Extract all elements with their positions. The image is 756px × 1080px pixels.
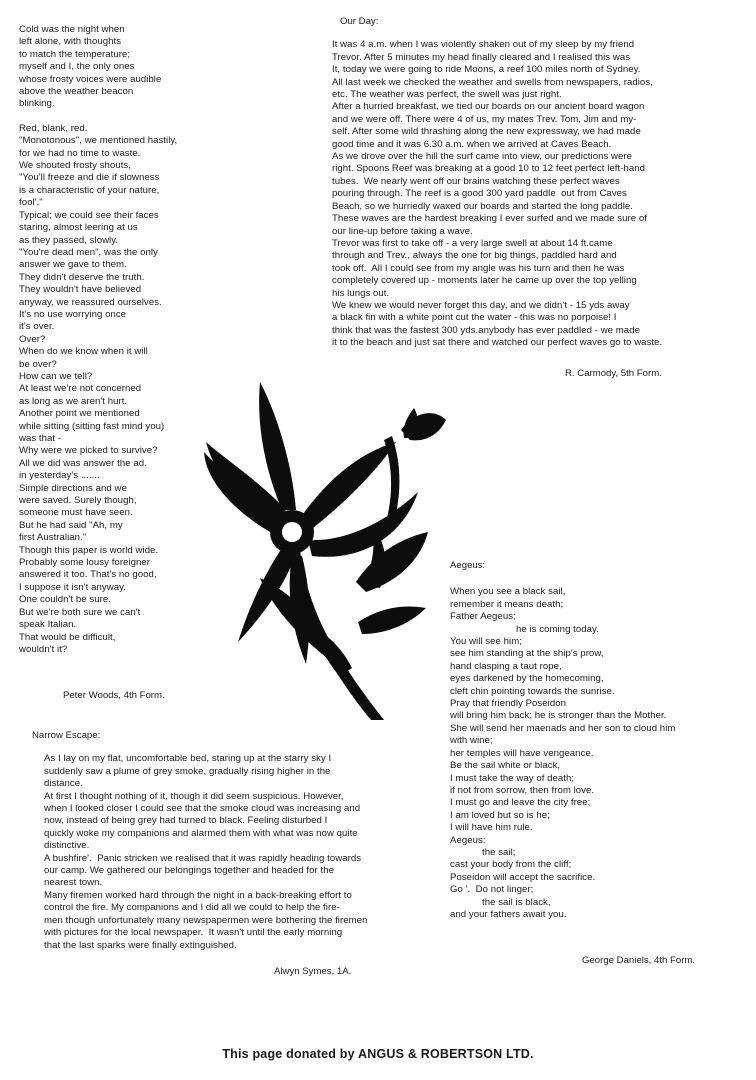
poem-line: "Monotonous", we mentioned hastily,	[19, 135, 178, 147]
our-day-author: R. Carmody, 5th Form.	[565, 368, 662, 379]
poem-line: "You'll freeze and die if slowness	[19, 172, 160, 184]
narrow-escape-line: with pictures for the local newspaper. It wasn't until the early morning	[44, 927, 343, 939]
poem-line: All we did was answer the ad.	[19, 457, 147, 469]
aegeus-line: Pray that friendly Poseidon	[450, 698, 567, 710]
poem-line: Though this paper is world wide.	[19, 544, 159, 556]
narrow-escape-line: nearest town.	[44, 877, 103, 889]
poem-line: wouldn't it?	[19, 643, 68, 655]
our-day-line: think that was the fastest 300 yds.anybody has ever paddled - we made	[332, 324, 640, 336]
aegeus-line: I will have him rule.	[450, 822, 533, 834]
poem-line: someone must have seen.	[19, 507, 133, 519]
narrow-escape-line: now, instead of being grey had turned to black. Feeling disturbed I	[44, 815, 328, 827]
aegeus-line: Go '. Do not linger;	[450, 884, 534, 896]
our-day-line: etc. The weather was perfect, the swell was just right.	[332, 89, 562, 101]
poem-line: Typical; we could see their faces	[19, 209, 159, 221]
aegeus-line: hand clasping a taut rope,	[450, 660, 562, 672]
narrow-escape-body	[32, 753, 422, 952]
narrow-escape-line: At first I thought nothing of it, though it did seem suspicious. However,	[44, 790, 344, 802]
poem-line: were saved. Surely though,	[19, 495, 137, 507]
aegeus-line: She will send her maenads and her son to cloud him	[450, 722, 676, 734]
poem-line: We shouted frosty shouts,	[19, 160, 131, 172]
narrow-escape-line: quickly woke my companions and alarmed them with what was now quite	[44, 827, 358, 839]
poem-line: was that -	[19, 433, 62, 444]
aegeus-line: her temples will have vengeance.	[450, 747, 594, 759]
poem-line: That would be difficult,	[19, 631, 116, 643]
aegeus-line: eyes darkened by the homecoming,	[450, 673, 604, 685]
our-day-title: Our Day:	[340, 16, 379, 27]
our-day-line: After a hurried breakfast, we tied our boards on our ancient board wagon	[332, 101, 645, 113]
poem-line: How can we tell?	[19, 370, 93, 382]
poem-line: "You're dead men", was the only	[19, 246, 158, 258]
aegeus-line: the sail is black,	[482, 896, 551, 908]
poem-line: blinking.	[19, 98, 55, 110]
narrow-escape-line: Many firemen worked hard through the night in a back-breaking effort to	[44, 889, 352, 901]
our-day-line: good time and it was 6.30 a.m. when we arrived at Caves Beach.	[332, 138, 612, 150]
aegeus-line: Poseidon will accept the sacrifice.	[450, 871, 596, 883]
narrow-escape-line: control the fire. My companions and I did all we could to help the fire-	[44, 902, 340, 914]
poem-line: Simple directions and we	[19, 482, 127, 494]
our-day-line: his lungs out.	[332, 287, 390, 299]
narrow-escape-line: A bushfire'. Panic stricken we realised that it was rapidly heading towards	[44, 852, 362, 864]
narrow-escape-line: suddenly saw a plume of grey smoke, gradually rising higher in the	[44, 765, 331, 777]
our-day-line: We knew we would never forget this day, and we didn't - 15 yds away	[332, 299, 630, 311]
page-footer	[0, 1048, 756, 1060]
poem-line: left alone, with thoughts	[19, 36, 122, 48]
narrow-escape-line: when I looked closer I could see that the smoke cloud was increasing and	[44, 803, 361, 815]
our-day-line: As we drove over the hill the surf came into view, our predictions were	[332, 151, 633, 163]
poem-line: as long as we aren't hurt.	[19, 395, 128, 407]
poem-line: above the weather beacon	[19, 86, 134, 98]
our-day-article	[332, 16, 732, 350]
our-day-line: a black fin with a white point cut the water - this was no porpoise! I	[332, 312, 617, 324]
aegeus-line: see him standing at the ship's prow,	[450, 648, 604, 660]
our-day-line: Beach, so we hurriedly waxed our boards and started the long paddle.	[332, 200, 633, 212]
narrow-escape-line: men though unfortunately many newspapermen were bothering the firemen	[44, 914, 368, 926]
poem-line: They wouldn't have believed	[19, 284, 142, 296]
footer-sponsor: ANGUS & ROBERTSON LTD.	[358, 1047, 534, 1061]
narrow-escape-line: As I lay on my flat, uncomfortable bed, staring up at the starry sky I	[44, 753, 332, 765]
our-day-body	[332, 39, 732, 349]
poem-line: answered it too. That's no good,	[19, 569, 157, 581]
aegeus-line: Father Aegeus;	[450, 611, 516, 623]
poem-line: whose frosty voices were audible	[19, 73, 162, 85]
poem-body	[19, 24, 209, 656]
poem-author: Peter Woods, 4th Form.	[63, 690, 165, 701]
aegeus-line: I must go and leave the city free;	[450, 797, 591, 809]
poem-line: Cold was the night when	[19, 24, 125, 35]
poem-line: Over?	[19, 333, 46, 345]
poem-line: to match the temperature;	[19, 48, 131, 60]
aegeus-line: with wine;	[450, 735, 493, 747]
poem-line: When do we know when it will	[19, 346, 148, 358]
poem-line: It's no use worrying once	[19, 308, 127, 320]
poem-line: speak Italian.	[19, 619, 77, 631]
aegeus-line: cleft chin pointing towards the sunrise.	[450, 685, 615, 697]
poem-line: One couldn't be sure.	[19, 594, 111, 606]
our-day-line: Trevor was first to take off - a very large swell at about 14 ft.came	[332, 237, 613, 249]
our-day-line: through and Trev., always the one for big things, paddled hard and	[332, 250, 617, 262]
poem-line: Another point we mentioned	[19, 408, 140, 420]
poem-line: They didn't deserve the truth.	[19, 271, 145, 283]
aegeus-line: Be the sail white or black,	[450, 760, 561, 772]
aegeus-line: the sail;	[482, 846, 516, 858]
poem-line: Why were we picked to survive?	[19, 445, 158, 457]
poem-line: answer we gave to them.	[19, 259, 127, 271]
aegeus-line: You will see him;	[450, 636, 522, 648]
aegeus-author: George Daniels, 4th Form.	[582, 955, 696, 966]
poem-line: myself and I, the only ones	[19, 61, 135, 73]
our-day-line: tubes. We nearly went off our brains watching these perfect waves	[332, 175, 620, 187]
narrow-escape-article	[32, 730, 422, 952]
narrow-escape-line: distinctive.	[44, 840, 90, 852]
aegeus-line: cast your body from the cliff;	[450, 859, 572, 871]
poem-line: be over?	[19, 358, 57, 370]
poem-line: staring, almost leering at us	[19, 222, 138, 234]
aegeus-line: will bring him back; he is stronger than the Mother.	[450, 710, 667, 722]
poem-line: for we had no time to waste.	[19, 147, 141, 159]
poem-line: At least we're not concerned	[19, 383, 142, 395]
poem-line: it's over.	[19, 321, 55, 333]
poem-line: But he had said "Ah, my	[19, 519, 123, 531]
narrow-escape-line: our camp. We gathered our belongings together and headed for the	[44, 865, 334, 877]
footer-prefix: This page donated by	[222, 1047, 358, 1061]
poem-line: is a characteristic of your nature,	[19, 184, 160, 196]
narrow-escape-title: Narrow Escape:	[32, 730, 101, 741]
our-day-line: our line-up before taking a wave.	[332, 225, 473, 237]
our-day-line: it to the beach and just sat there and watched our perfect waves go to waste.	[332, 337, 663, 349]
our-day-line: These waves are the hardest breaking I ever surfed and we made sure of	[332, 213, 647, 225]
narrow-escape-line: distance.	[44, 778, 83, 790]
poem-stanza	[19, 123, 209, 656]
flower-illustration	[196, 372, 448, 720]
poem-line: while sitting (sitting fast mind you)	[19, 420, 165, 432]
poem-line: Red, blank, red.	[19, 122, 88, 134]
our-day-line: Trevor. After 5 minutes my head finally cleared and I realised this was	[332, 51, 631, 63]
poem-line: Probably some lousy foreigner	[19, 557, 151, 569]
our-day-line: completely covered up - moments later he came up over the top yelling	[332, 275, 637, 287]
our-day-line: took off. All I could see from my angle was his turn and then he was	[332, 262, 625, 274]
poem-line: in yesterday's .......	[19, 470, 100, 482]
our-day-line: It, today we were going to ride Moons, a reef 100 miles north of Sydney.	[332, 64, 641, 76]
aegeus-line: When you see a black sail,	[450, 586, 566, 598]
poem-line: fool'."	[19, 197, 43, 209]
our-day-line: All last week we checked the weather and swells from newspapers, radios,	[332, 76, 653, 88]
poem-line: anyway, we reassured ourselves.	[19, 296, 162, 308]
aegeus-line: remember it means death;	[450, 598, 564, 610]
our-day-line: self. After some wild thrashing along the new expressway, we had made	[332, 126, 641, 138]
aegeus-body	[450, 586, 750, 921]
aegeus-line: Aegeus:	[450, 834, 486, 846]
our-day-line: right. Spoons Reef was breaking at a good 10 to 12 feet perfect left-hand	[332, 163, 645, 175]
aegeus-title: Aegeus:	[450, 560, 486, 571]
narrow-escape-line: that the last sparks were finally extinguished.	[44, 939, 237, 951]
aegeus-line: I am loved but so is he;	[450, 809, 550, 821]
aegeus-line: I must take the way of death;	[450, 772, 575, 784]
our-day-line: and we were off. There were 4 of us, my mates Trev. Tom, Jim and my-	[332, 113, 637, 125]
poem-line: as they passed, slowly.	[19, 234, 119, 246]
poem-line: I suppose it isn't anyway.	[19, 581, 126, 593]
narrow-escape-author: Alwyn Symes, 1A.	[274, 966, 352, 977]
poem-line: first Australian."	[19, 532, 87, 544]
our-day-line: pouring through. The reef is a good 300 yard paddle out from Caves	[332, 188, 627, 200]
poem-stanza	[19, 24, 209, 111]
poem-column	[19, 24, 209, 668]
aegeus-poem	[450, 560, 750, 921]
aegeus-line: he is coming today.	[516, 623, 599, 635]
poem-line: But we're both sure we can't	[19, 606, 141, 618]
our-day-line: It was 4 a.m. when I was violently shaken out of my sleep by my friend	[332, 39, 635, 51]
aegeus-line: and your fathers await you.	[450, 908, 567, 920]
aegeus-line: if not from sorrow, then from love.	[450, 784, 595, 796]
